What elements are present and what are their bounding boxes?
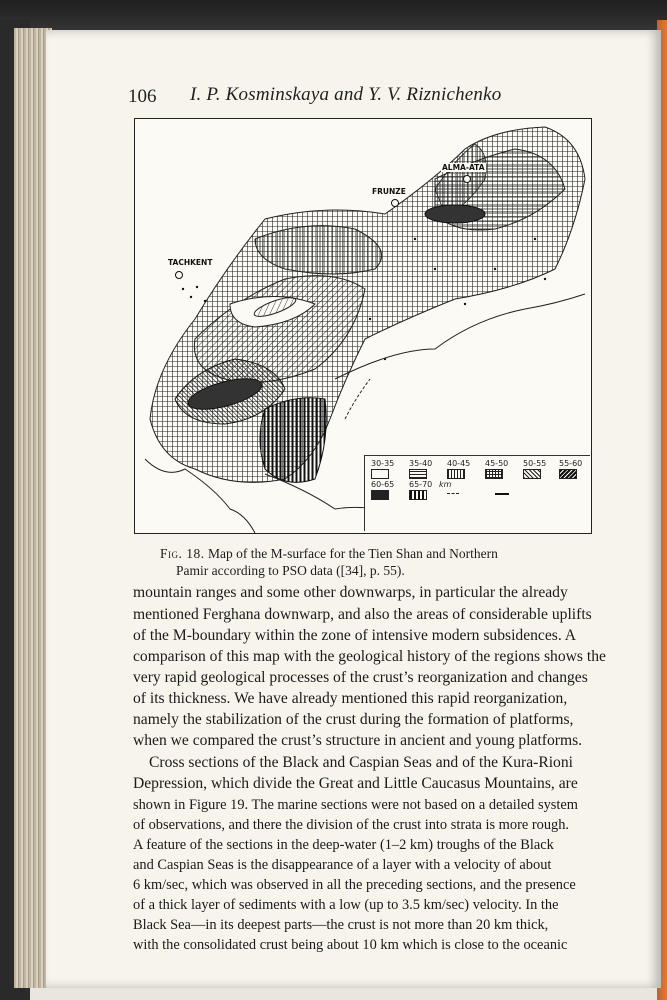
legend-swatch-1 (371, 469, 389, 479)
legend-line-solid (495, 493, 509, 495)
text-line: Cross sections of the Black and Caspian Seas and of the Kura-Rioni (149, 754, 573, 771)
text-line: mountain ranges and some other downwarps, in particular the already (133, 584, 568, 601)
legend-label-4: 45-50 (485, 459, 509, 468)
legend-swatch-8 (409, 490, 427, 500)
map-legend (364, 455, 590, 531)
page-number: 106 (128, 86, 157, 107)
legend-swatch-4 (485, 469, 503, 479)
legend-label-2: 35-40 (409, 459, 433, 468)
legend-label-8: 65-70 (409, 480, 433, 489)
legend-unit: km (439, 480, 452, 489)
caption-figure-number: Fig. 18. (160, 546, 205, 561)
legend-label-7: 60-65 (371, 480, 395, 489)
running-head: I. P. Kosminskaya and Y. V. Riznichenko (190, 84, 502, 105)
text-line: when we compared the crust’s structure in ancient and young platforms. (133, 732, 583, 749)
alma-ata-marker (463, 175, 471, 183)
caption-line-1: Map of the M-surface for the Tien Shan and Northern (208, 546, 498, 561)
legend-line-dashed (447, 493, 459, 494)
legend-label-3: 40-45 (447, 459, 471, 468)
text-line: of its thickness. We have already mentioned this rapid reorganization, (133, 690, 568, 707)
city-label-tachkent: TACHKENT (168, 258, 213, 267)
legend-swatch-2 (409, 469, 427, 479)
legend-swatch-6 (559, 469, 577, 479)
text-line: of a thick layer of sediments with a low (up to 3.5 km/sec) velocity. In the (133, 897, 559, 913)
text-line: with the consolidated crust being about 10 km which is close to the oceanic (133, 937, 568, 953)
frunze-marker (391, 199, 399, 207)
text-line: mentioned Ferghana downwarp, and also the areas of considerable uplifts (133, 606, 592, 623)
legend-swatch-3 (447, 469, 465, 479)
text-line: of observations, and there the division of the crust into strata is more rough. (133, 817, 570, 833)
text-line: very rapid geological processes of the crust’s reorganization and changes (133, 669, 588, 686)
text-line: A feature of the sections in the deep-water (1–2 km) troughs of the Black (133, 837, 554, 853)
figure-caption (160, 545, 570, 579)
tachkent-marker (175, 271, 183, 279)
text-line: Black Sea—in its deepest parts—the crust is not more than 20 km thick, (133, 917, 549, 933)
legend-label-5: 50-55 (523, 459, 547, 468)
text-line: comparison of this map with the geological history of the regions shows the (133, 648, 606, 665)
text-line: and Caspian Seas is the disappearance of a layer with a velocity of about (133, 857, 552, 873)
caption-line-2: Pamir according to PSO data ([34], p. 55). (176, 563, 405, 578)
legend-label-6: 55-60 (559, 459, 583, 468)
legend-label-1: 30-35 (371, 459, 395, 468)
text-line: shown in Figure 19. The marine sections were not based on a detailed system (133, 797, 578, 813)
legend-swatch-7 (371, 490, 389, 500)
city-label-frunze: FRUNZE (372, 187, 406, 196)
text-line: namely the stabilization of the crust during the formation of platforms, (133, 711, 574, 728)
legend-swatch-5 (523, 469, 541, 479)
text-line: of the M-boundary within the zone of intensive modern subsidences. A (133, 627, 577, 644)
text-line: 6 km/sec, which was observed in all the preceding sections, and the presence (133, 877, 576, 893)
text-line: Depression, which divide the Great and Little Caucasus Mountains, are (133, 775, 578, 792)
city-label-alma-ata: ALMA-ATA (442, 163, 485, 172)
